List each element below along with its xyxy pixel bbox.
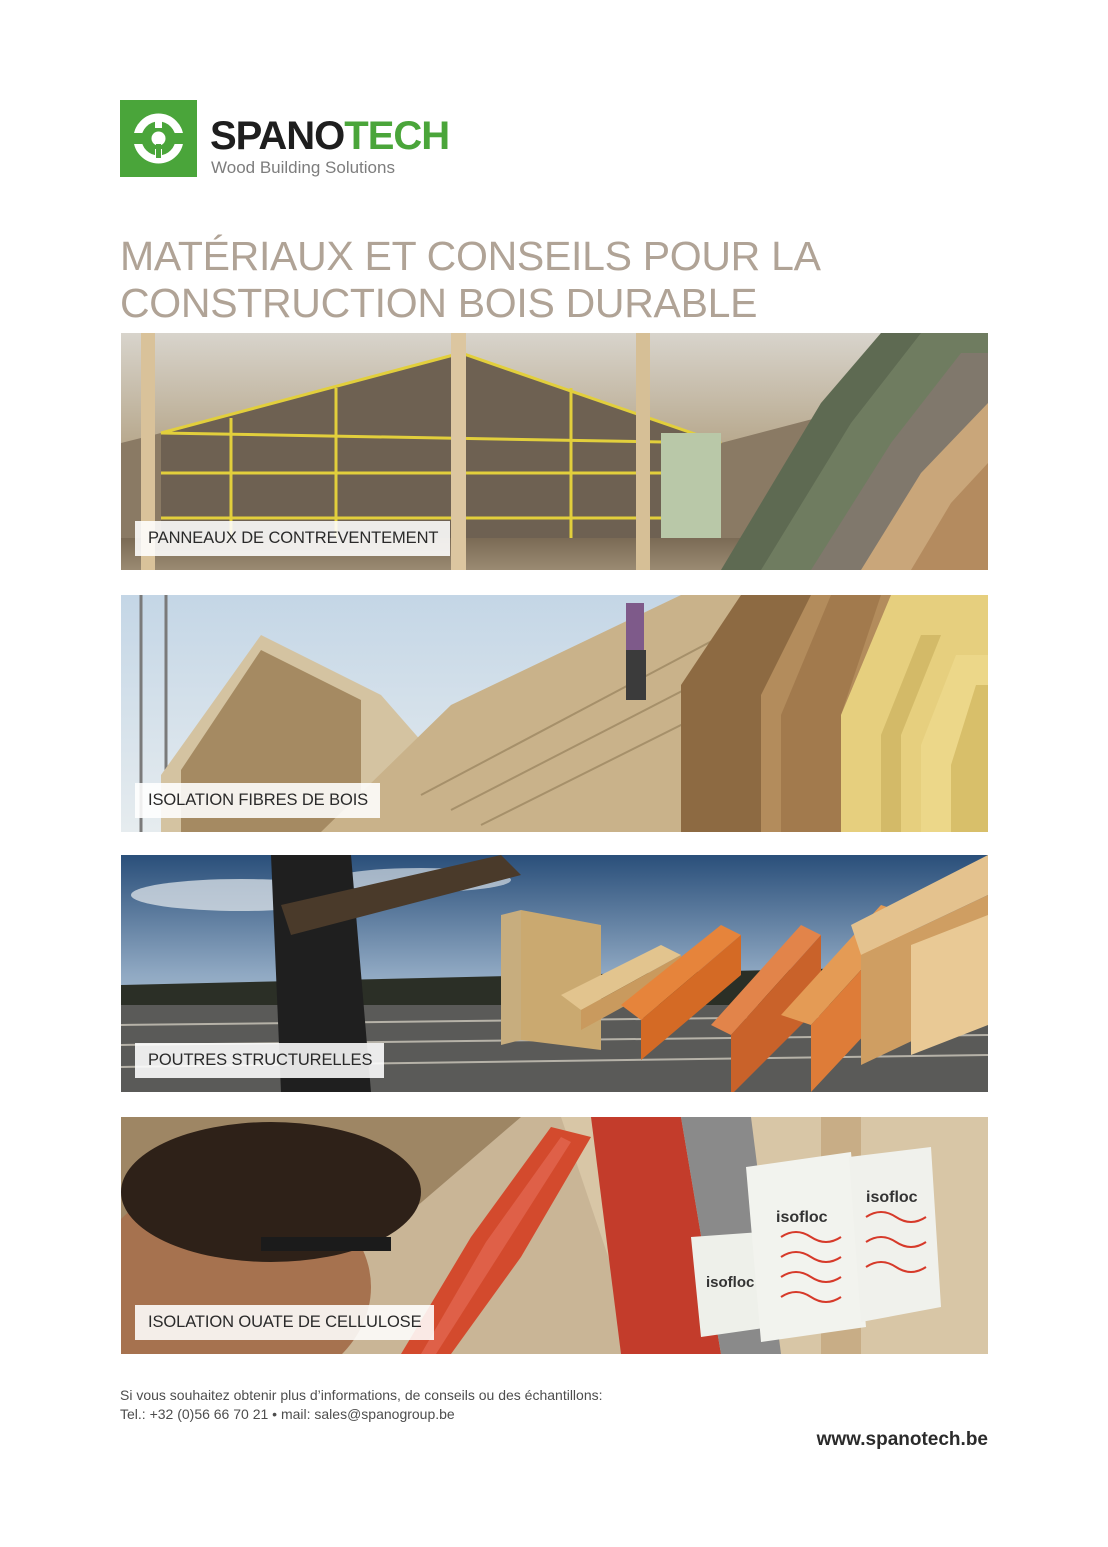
brand-name bbox=[210, 116, 449, 156]
panel-cellulose-insulation bbox=[121, 1117, 988, 1354]
page-title bbox=[120, 233, 1000, 327]
panel-structural-beams bbox=[121, 855, 988, 1092]
panel-label: ISOLATION FIBRES DE BOIS bbox=[135, 783, 380, 818]
spanotech-logo-icon bbox=[120, 100, 197, 177]
panel-bracing-boards bbox=[121, 333, 988, 570]
brand-tagline: Wood Building Solutions bbox=[211, 158, 395, 177]
website-link[interactable]: www.spanotech.be bbox=[816, 1429, 988, 1450]
isofloc-bag-3-label: isofloc bbox=[866, 1189, 918, 1206]
brand-name-part1: SPANO bbox=[210, 114, 345, 158]
isofloc-bag-2-label: isofloc bbox=[776, 1209, 828, 1226]
panel-label: POUTRES STRUCTURELLES bbox=[135, 1043, 384, 1078]
panel-wood-fibre-insulation bbox=[121, 595, 988, 832]
isofloc-bag-2 bbox=[746, 1152, 866, 1342]
logo-mark bbox=[120, 100, 197, 177]
contact-details: Tel.: +32 (0)56 66 70 21 • mail: sales@spanogroup.be bbox=[120, 1406, 455, 1422]
contact-info bbox=[120, 1386, 603, 1424]
panel-label: PANNEAUX DE CONTREVENTEMENT bbox=[135, 521, 450, 556]
panel-label: ISOLATION OUATE DE CELLULOSE bbox=[135, 1305, 434, 1340]
isofloc-bag-1-label: isofloc bbox=[706, 1274, 755, 1291]
isofloc-bag-3 bbox=[849, 1147, 941, 1322]
brand-name-part2: TECH bbox=[344, 114, 450, 158]
page-title-line1: MATÉRIAUX ET CONSEILS POUR LA bbox=[120, 233, 821, 279]
brand-logo bbox=[120, 100, 540, 180]
page-title-line2: CONSTRUCTION BOIS DURABLE bbox=[120, 280, 758, 326]
contact-intro: Si vous souhaitez obtenir plus d’informations, de conseils ou des échantillons: bbox=[120, 1387, 603, 1403]
